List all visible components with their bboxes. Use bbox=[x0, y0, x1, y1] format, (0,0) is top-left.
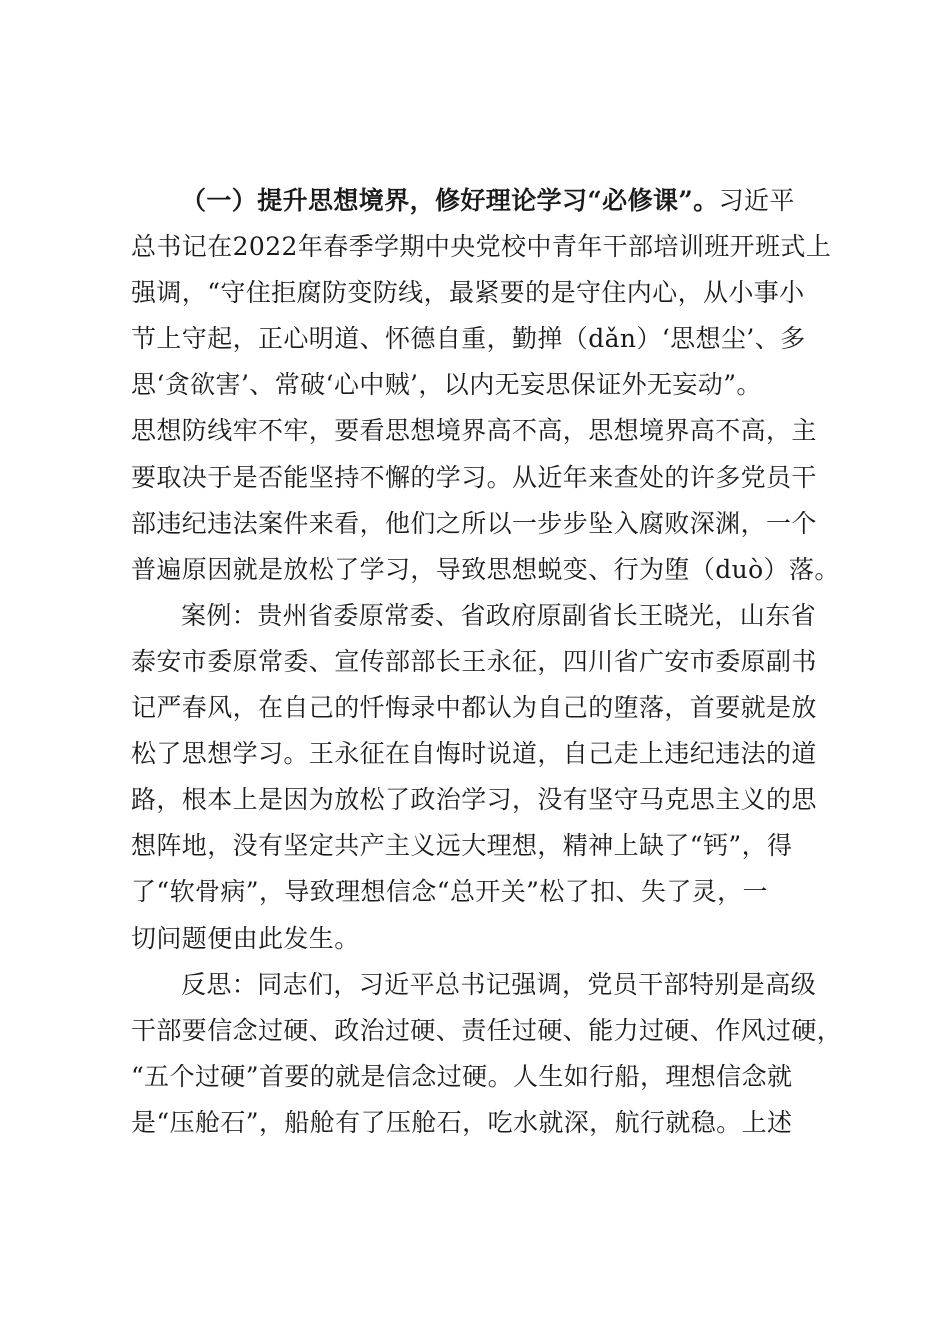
line-text: 习近平 bbox=[718, 186, 795, 215]
paragraph-line: 切问题便由此发生。 bbox=[131, 923, 360, 953]
paragraph-line: 部违纪违法案件来看，他们之所以一步步坠入腐败深渊，一个 bbox=[131, 508, 817, 538]
paragraph-line: “五个过硬”首要的就是信念过硬。人生如行船，理想信念就 bbox=[131, 1061, 793, 1091]
paragraph-line bbox=[131, 178, 831, 224]
paragraph-line: 思‘贪欲害’、常破‘心中贼’，以内无妄思保证外无妄动”。 bbox=[131, 370, 762, 400]
paragraph-line: 想阵地，没有坚定共产主义远大理想，精神上缺了“钙”，得 bbox=[131, 831, 793, 861]
paragraph-line: 了“软骨病”，导致理想信念“总开关”松了扣、失了灵，一 bbox=[131, 877, 768, 907]
paragraph-line: 记严春风，在自己的忏悔录中都认为自己的堕落，首要就是放 bbox=[131, 693, 817, 723]
paragraph-line: 松了思想学习。王永征在自悔时说道，自己走上违纪违法的道 bbox=[131, 739, 817, 769]
paragraph-line: 思想防线牢不牢，要看思想境界高不高，思想境界高不高，主 bbox=[131, 416, 817, 446]
paragraph-line: 干部要信念过硬、政治过硬、责任过硬、能力过硬、作风过硬， bbox=[131, 1015, 843, 1045]
section-heading: （一）提升思想境界，修好理论学习“必修课”。 bbox=[181, 186, 719, 215]
paragraph-line: 案例：贵州省委原常委、省政府原副省长王晓光，山东省 bbox=[181, 600, 817, 630]
paragraph-section-heading bbox=[131, 178, 840, 593]
paragraph-line: 泰安市委原常委、宣传部部长王永征，四川省广安市委原副书 bbox=[131, 646, 817, 676]
paragraph-line: 反思：同志们，习近平总书记强调，党员干部特别是高级 bbox=[181, 969, 817, 999]
paragraph-case bbox=[131, 593, 831, 962]
paragraph-reflection bbox=[131, 962, 843, 1146]
paragraph-line: 是“压舱石”，船舱有了压舱石，吃水就深，航行就稳。上述 bbox=[131, 1107, 793, 1137]
paragraph-line: 强调，“守住拒腐防变防线，最紧要的是守住内心，从小事小 bbox=[131, 278, 805, 308]
paragraph-line: 普遍原因就是放松了学习，导致思想蜕变、行为堕（duò）落。 bbox=[131, 554, 840, 584]
paragraph-line: 路，根本上是因为放松了政治学习，没有坚守马克思主义的思 bbox=[131, 785, 817, 815]
paragraph-line: 要取决于是否能坚持不懈的学习。从近年来查处的许多党员干 bbox=[131, 462, 817, 492]
document-body bbox=[131, 178, 843, 1146]
paragraph-line: 总书记在2022年春季学期中央党校中青年干部培训班开班式上 bbox=[131, 232, 832, 262]
paragraph-line: 节上守起，正心明道、怀德自重，勤掸（dǎn）‘思想尘’、多 bbox=[131, 324, 806, 354]
